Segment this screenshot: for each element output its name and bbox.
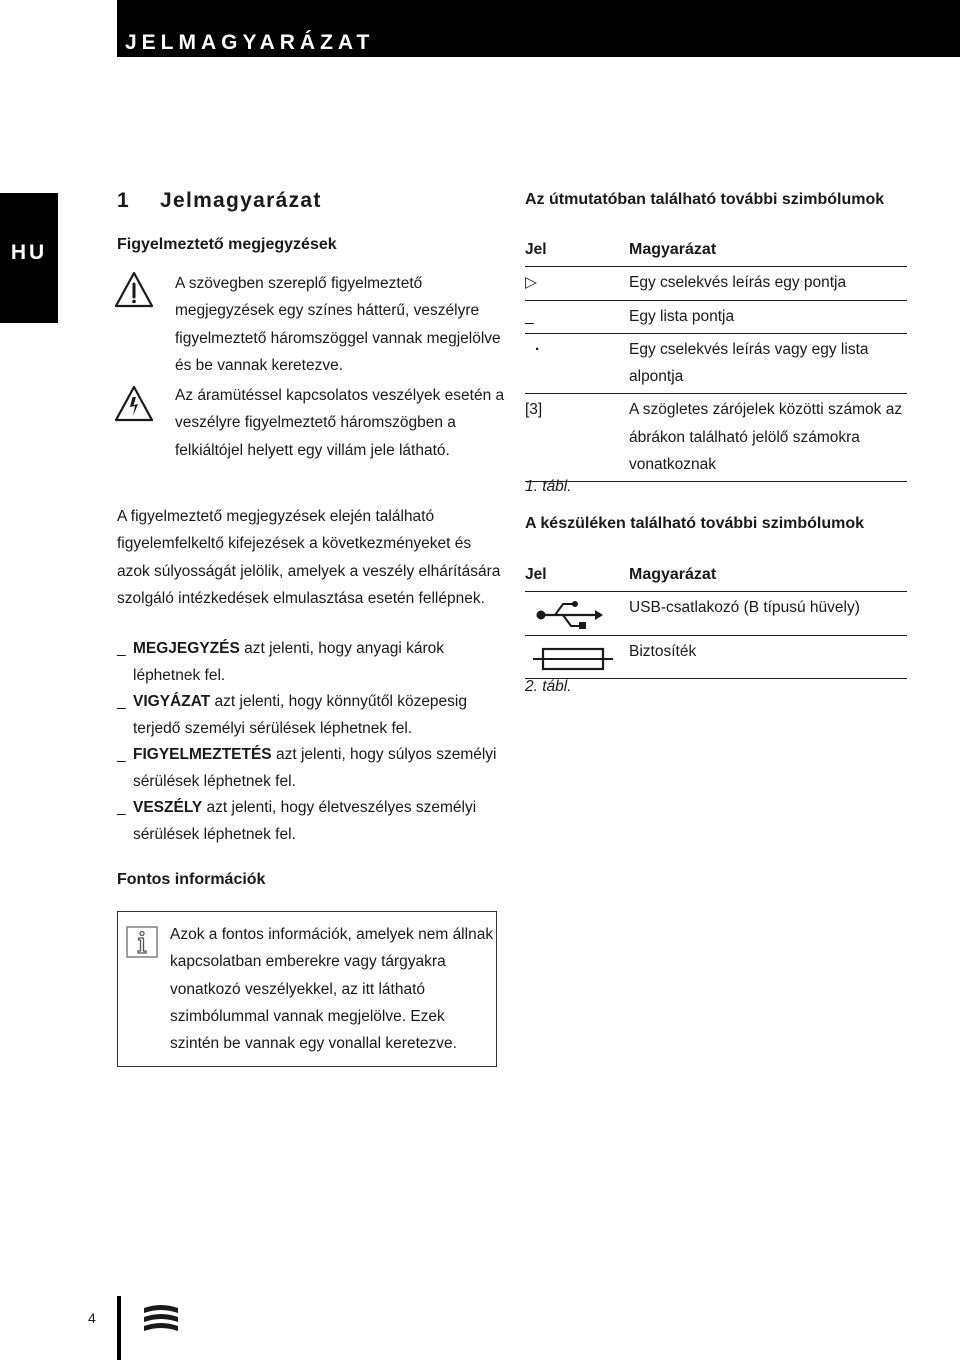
table1-title: Az útmutatóban található további szimbólumok [525,191,885,208]
page-number: 4 [88,1310,96,1326]
table-row [525,267,907,300]
signal-word-text: azt jelenti, hogy anyagi károk léphetnek fel. [133,640,445,684]
signal-word: VESZÉLY [133,799,203,816]
meaning-cell: Biztosíték [629,643,697,661]
column-header-symbol: Jel [525,566,547,583]
table-header-row [525,559,907,592]
info-description: Azok a fontos információk, amelyek nem állnak kapcsolatban emberekre vagy tárgyakra vonatkozó veszélyekkel, az itt látható szimbólummal vannak megjelölve. Ezek szintén be vannak egy vonallal keretezve. [170,926,494,1053]
meaning-cell: Egy cselekvés leírás vagy egy lista alpontja [629,340,869,386]
table-header-row [525,234,907,267]
table2-caption: 2. tábl. [525,678,572,695]
table-row [525,592,907,636]
symbols-table-2 [525,559,907,679]
language-tab-label: HU [10,241,48,264]
list-dash: _ [117,693,126,710]
column-header-meaning: Magyarázat [629,241,717,258]
symbol-cell: · [535,340,541,358]
brand-logo-icon [142,1303,180,1337]
section-title-text: Jelmagyarázat [159,189,322,212]
meaning-cell: USB-csatlakozó (B típusú hüvely) [629,599,860,617]
signal-word-text: azt jelenti, hogy súlyos személyi sérülések léphetnek fel. [133,746,497,790]
list-dash: _ [117,746,126,763]
list-item [117,795,507,848]
electric-shock-warning-icon [113,384,155,424]
warning-triangle-icon [113,270,155,310]
column-header-meaning: Magyarázat [629,566,717,583]
list-item [117,636,507,689]
footer-divider [117,1296,121,1360]
usb-icon [535,598,605,632]
table-row [525,334,907,395]
signal-word-text: azt jelenti, hogy könnyűtől közepesig terjedő személyi sérülések léphetnek fel. [133,693,467,737]
table-row [525,301,907,334]
symbol-cell: [3] [525,401,543,419]
symbol-cell: ▷ [525,274,537,292]
section-number: 1 [117,189,130,212]
symbol-cell [525,636,625,679]
signal-word-text: azt jelenti, hogy életveszélyes személyi sérülések léphetnek fel. [133,799,477,843]
list-item [117,742,507,795]
list-item [117,689,507,742]
table2-title: A készüléken található további szimbólumok [525,515,865,532]
table-row [525,394,907,482]
meaning-cell: Egy cselekvés leírás egy pontja [629,274,847,292]
symbol-cell [525,592,625,637]
fuse-icon [533,644,613,674]
symbol-cell: _ [525,307,534,325]
column-header-symbol: Jel [525,241,547,258]
electric-warning-description: Az áramütéssel kapcsolatos veszélyek esetén a veszélyre figyelmeztető háromszögben a felkiáltójel helyett egy villám jele látható. [175,387,505,459]
section-title [117,187,322,215]
important-info-heading: Fontos információk [117,871,266,888]
signal-word: FIGYELMEZTETÉS [133,746,272,763]
signal-word: MEGJEGYZÉS [133,640,240,657]
warning-description: A szövegben szereplő figyelmeztető megjegyzések egy színes hátterű, veszélyre figyelmeztető háromszöggel vannak megjelölve és be vannak keretezve. [175,275,501,374]
table-row [525,636,907,679]
meaning-cell: Egy lista pontja [629,307,735,325]
warnings-heading: Figyelmeztető megjegyzések [117,236,337,253]
meaning-cell: A szögletes zárójelek közötti számok az ábrákon található jelölő számokra vonatkoznak [629,401,903,474]
signal-word: VIGYÁZAT [133,693,211,710]
symbols-table-1 [525,234,907,482]
table1-caption: 1. tábl. [525,478,572,495]
signal-words-intro: A figyelmeztető megjegyzések elején található figyelemfelkeltő kifejezések a következményeket és azok súlyosságát jelölik, amelyek a veszély elhárítására szolgáló intézkedések elmulasztása esetén fellépnek. [117,508,501,607]
list-dash: _ [117,640,126,657]
info-icon [126,926,158,958]
header-title: JELMAGYARÁZAT [125,31,375,54]
list-dash: _ [117,799,126,816]
signal-words-list [117,636,507,848]
